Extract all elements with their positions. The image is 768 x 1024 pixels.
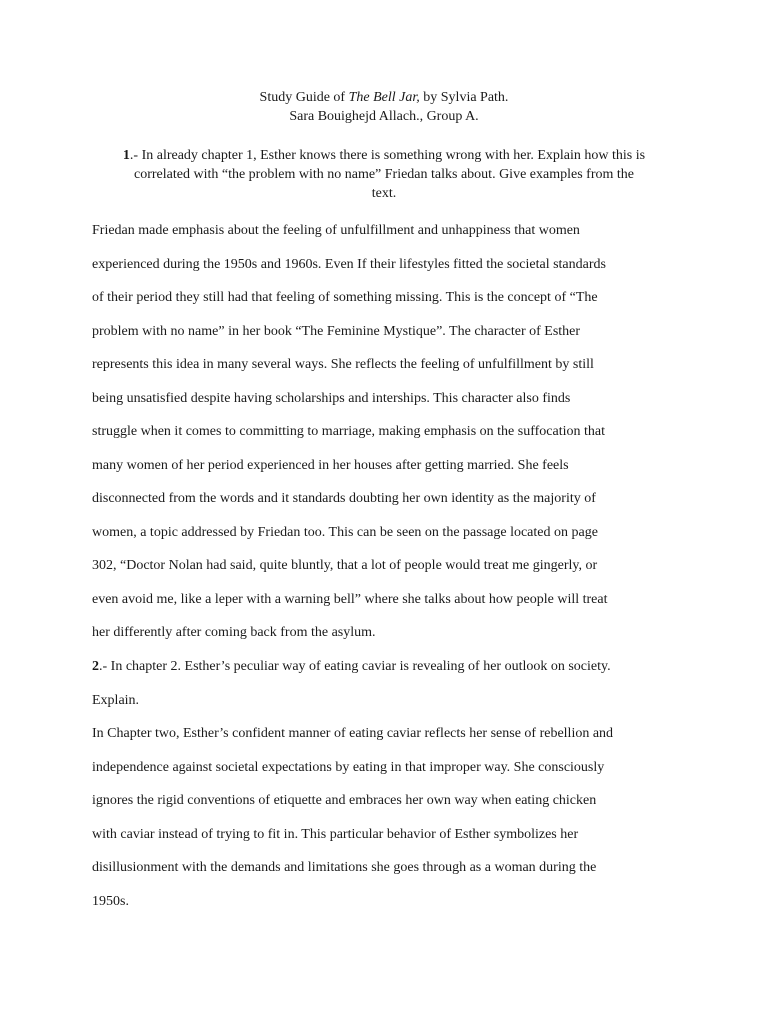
title-suffix: by Sylvia Path. [419, 90, 509, 105]
question-1-line: text. [371, 186, 397, 201]
answer-1-line: experienced during the 1950s and 1960s. Even If their lifestyles fitted the societal standards [92, 256, 606, 272]
question-2 [92, 650, 676, 717]
document-author: Sara Bouighejd Allach., Group A. [289, 109, 479, 124]
question-1 [92, 146, 676, 203]
answer-1-line: struggle when it comes to committing to marriage, making emphasis on the suffocation that [92, 424, 605, 439]
answer-1-line: disconnected from the words and it standards doubting her own identity as the majority of [92, 491, 596, 506]
answer-1-line: represents this idea in many several ways. She reflects the feeling of unfulfillment by still [92, 357, 594, 372]
answer-2 [92, 717, 676, 918]
answer-1-line: even avoid me, like a leper with a warning bell” where she talks about how people will treat [92, 591, 608, 607]
answer-1-line: women, a topic addressed by Friedan too. This can be seen on the passage located on page [92, 524, 598, 540]
answer-1-line: being unsatisfied despite having scholarships and interships. This character also finds [92, 390, 571, 406]
answer-2-line: In Chapter two, Esther’s confident manner of eating caviar reflects her sense of rebellion and [92, 726, 614, 741]
answer-2-line: with caviar instead of trying to fit in. This particular behavior of Esther symbolizes her [92, 826, 579, 842]
answer-1-line: Friedan made emphasis about the feeling of unfulfillment and unhappiness that women [92, 223, 580, 238]
title-prefix: Study Guide of [259, 90, 349, 105]
question-1-number: 1 [122, 148, 130, 163]
question-2-line: 2.- In chapter 2. Esther’s peculiar way of eating caviar is revealing of her outlook on society. [92, 659, 611, 674]
answer-1-line: problem with no name” in her book “The Feminine Mystique”. The character of Esther [92, 323, 581, 339]
answer-1-line: her differently after coming back from the asylum. [92, 625, 376, 640]
question-2-number: 2 [92, 659, 99, 674]
book-title: The Bell Jar, [348, 90, 420, 105]
answer-1-line: many women of her period experienced in her houses after getting married. She feels [92, 457, 569, 473]
answer-2-line: disillusionment with the demands and limitations she goes through as a woman during the [92, 860, 597, 875]
answer-2-line: independence against societal expectations by eating in that improper way. She consciously [92, 759, 605, 775]
answer-1-line: of their period they still had that feeling of something missing. This is the concept of “The [92, 290, 598, 305]
answer-1 [92, 214, 676, 650]
answer-2-line: ignores the rigid conventions of etiquette and embraces her own way when eating chicken [92, 793, 597, 808]
question-2-line: Explain. [92, 692, 140, 708]
question-1-line: correlated with “the problem with no name” Friedan talks about. Give examples from the [134, 167, 634, 182]
question-1-line: 1.- In already chapter 1, Esther knows there is something wrong with her. Explain how this is [122, 148, 646, 163]
answer-2-line: 1950s. [92, 893, 129, 909]
answer-1-line: 302, “Doctor Nolan had said, quite bluntly, that a lot of people would treat me gingerly, or [92, 558, 598, 573]
document-title [0, 88, 768, 107]
